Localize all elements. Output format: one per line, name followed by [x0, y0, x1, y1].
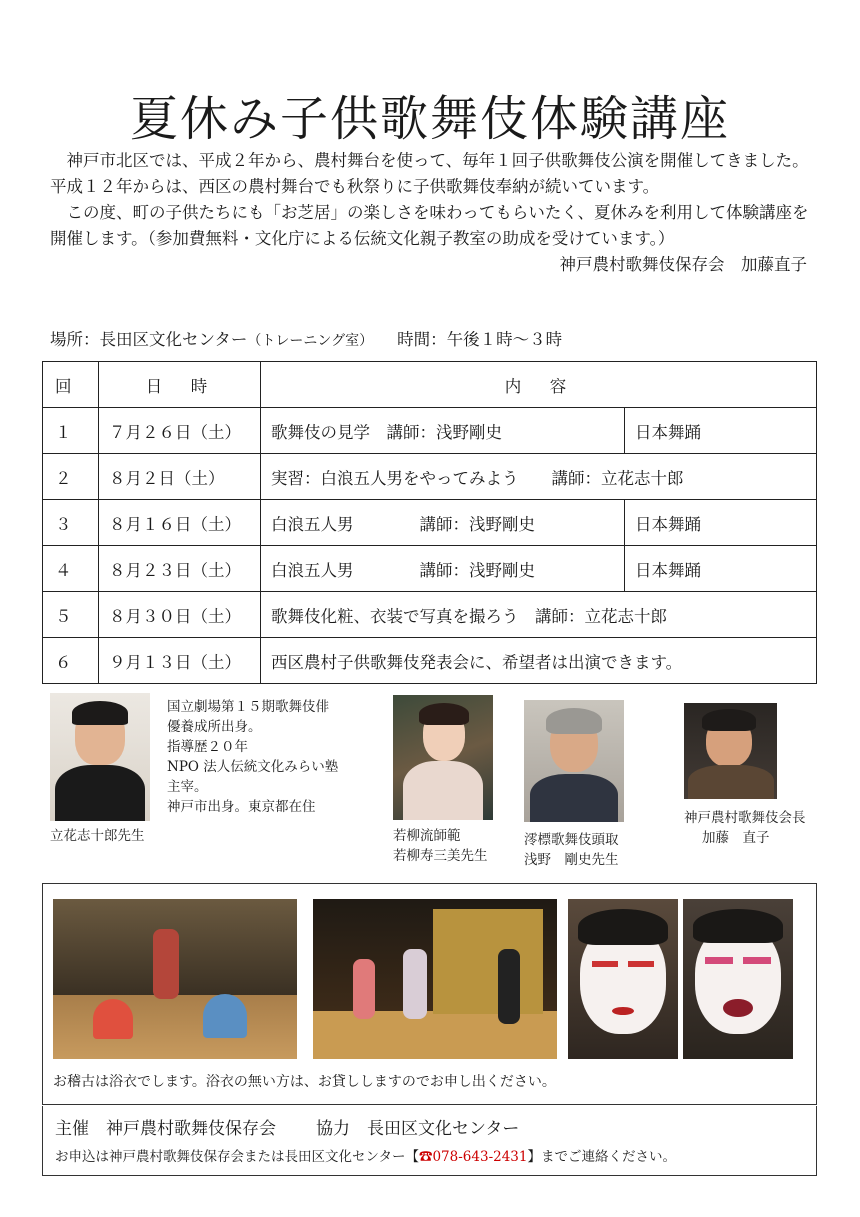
practice-note: お稽古は浴衣でします。浴衣の無い方は、お貸ししますのでお申し出ください。 — [53, 1074, 556, 1090]
stage-photo-1 — [53, 899, 297, 1059]
bio-line: 指導歴２０年 — [167, 739, 248, 755]
header-content: 内 容 — [261, 362, 817, 408]
row-num: ６ — [43, 638, 99, 684]
row-date: ７月２６日（土） — [99, 408, 261, 454]
footer-contact — [55, 1145, 804, 1165]
photo-gallery — [42, 883, 817, 1105]
table-row — [43, 454, 817, 500]
contact-prefix: お申込は神戸農村歌舞伎保存会または長田区文化センター【 — [55, 1149, 419, 1165]
row-content: 歌舞伎の見学 講師：浅野剛史 — [261, 408, 625, 454]
contact-suffix: 】までご連絡ください。 — [527, 1149, 676, 1165]
header-num: 回 — [43, 362, 99, 408]
kabuki-makeup-photo-2 — [683, 899, 793, 1059]
table-row — [43, 592, 817, 638]
asano-title: 澪標歌舞伎頭取 — [524, 832, 619, 848]
row-date: ８月２３日（土） — [99, 546, 261, 592]
row-date: ８月１６日（土） — [99, 500, 261, 546]
bio-line: NPO 法人伝統文化みらい塾 — [167, 759, 339, 775]
asano-name — [524, 830, 619, 870]
wakayagi-photo — [393, 695, 493, 820]
schedule-header-row — [43, 362, 817, 408]
row-extra: 日本舞踊 — [625, 500, 817, 546]
wakayagi-title: 若柳流師範 — [393, 828, 461, 844]
tachibana-bio — [167, 697, 338, 817]
intro-paragraph-1: 神戸市北区では、平成２年から、農村舞台を使って、毎年１回子供歌舞伎公演を開催してきました。平成１２年からは、西区の農村舞台でも秋祭りに子供歌舞伎奉納が続いています。 — [50, 151, 809, 196]
footer-organizers — [55, 1114, 804, 1139]
phone-number: ☎078-643-2431 — [418, 1149, 528, 1165]
bio-line: 優養成所出身。 — [167, 719, 262, 735]
row-num: ４ — [43, 546, 99, 592]
venue-room: （トレーニング室） — [247, 333, 374, 349]
stage-photo-2 — [313, 899, 557, 1059]
tachibana-photo — [50, 693, 150, 821]
row-content: 歌舞伎化粧、衣装で写真を撮ろう 講師：立花志十郎 — [261, 592, 817, 638]
venue-line — [50, 326, 815, 350]
footer — [42, 1106, 817, 1176]
page-title: 夏休み子供歌舞伎体験講座 — [129, 91, 730, 147]
intro-text — [50, 148, 815, 278]
row-num: ２ — [43, 454, 99, 500]
wakayagi-name — [393, 826, 488, 866]
organizer: 主催 神戸農村歌舞伎保存会 — [55, 1119, 276, 1139]
kabuki-makeup-photo-1 — [568, 899, 678, 1059]
table-row — [43, 546, 817, 592]
row-date: ８月３０日（土） — [99, 592, 261, 638]
kato-title: 神戸農村歌舞伎会長 — [684, 810, 806, 826]
row-extra: 日本舞踊 — [625, 408, 817, 454]
kato-fullname: 加藤 直子 — [702, 830, 770, 846]
intro-signature: 神戸農村歌舞伎保存会 加藤直子 — [559, 255, 807, 274]
row-date: ８月２日（土） — [99, 454, 261, 500]
row-num: ３ — [43, 500, 99, 546]
venue-place — [50, 326, 373, 350]
venue-place-name: 場所：長田区文化センター — [50, 330, 248, 349]
bio-line: 神戸市出身。東京都在住 — [167, 799, 316, 815]
bio-line: 主宰。 — [167, 779, 208, 795]
row-num: ５ — [43, 592, 99, 638]
tachibana-name: 立花志十郎先生 — [50, 828, 145, 844]
row-extra: 日本舞踊 — [625, 546, 817, 592]
header-date: 日 時 — [99, 362, 261, 408]
kato-name — [684, 808, 806, 848]
row-content: 白浪五人男 講師：浅野剛史 — [261, 546, 625, 592]
asano-fullname: 浅野 剛史先生 — [524, 852, 619, 868]
row-content: 西区農村子供歌舞伎発表会に、希望者は出演できます。 — [261, 638, 817, 684]
kato-photo — [684, 703, 777, 799]
asano-photo — [524, 700, 624, 822]
venue-time: 時間：午後１時～３時 — [397, 330, 563, 349]
row-content: 実習：白浪五人男をやってみよう 講師：立花志十郎 — [261, 454, 817, 500]
bio-line: 国立劇場第１５期歌舞伎俳 — [167, 699, 329, 715]
row-num: １ — [43, 408, 99, 454]
intro-paragraph-2: この度、町の子供たちにも「お芝居」の楽しさを味わってもらいたく、夏休みを利用して体験講座を開催します。（参加費無料・文化庁による伝統文化親子教室の助成を受けています。） — [50, 203, 809, 248]
wakayagi-fullname: 若柳寿三美先生 — [393, 848, 488, 864]
row-content: 白浪五人男 講師：浅野剛史 — [261, 500, 625, 546]
cooperation: 協力 長田区文化センター — [316, 1119, 520, 1139]
schedule-table — [42, 361, 817, 684]
table-row — [43, 500, 817, 546]
table-row — [43, 408, 817, 454]
table-row — [43, 638, 817, 684]
row-date: ９月１３日（土） — [99, 638, 261, 684]
